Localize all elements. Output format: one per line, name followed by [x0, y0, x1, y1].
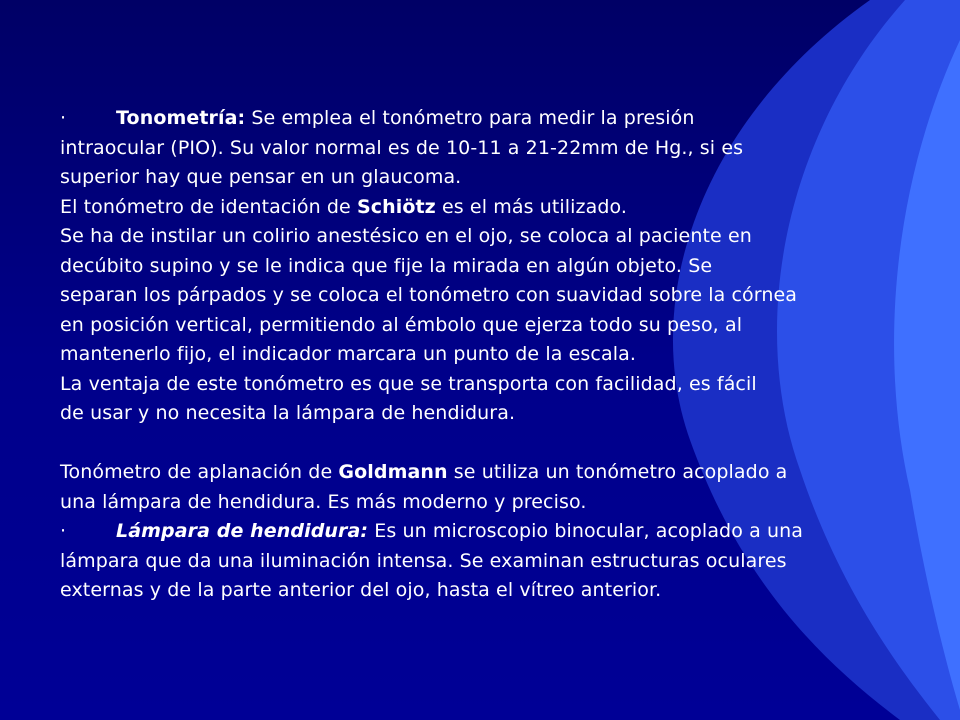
schiotz-text-after: es el más utilizado.: [435, 195, 628, 218]
lampara-line-2: lámpara que da una iluminación intensa. Se examinan estructuras oculares: [60, 549, 787, 572]
paragraph-gap: [60, 429, 910, 459]
tonometria-line-3: superior hay que pensar en un glaucoma.: [60, 166, 462, 188]
lampara-text: Es un microscopio binocular, acoplado a una: [368, 520, 803, 542]
procedure-line-5: mantenerlo fijo, el indicador marcara un punto de la escala.: [60, 343, 636, 365]
lampara-heading: Lámpara de hendidura:: [116, 520, 369, 542]
bullet: ·: [60, 107, 67, 129]
procedure-line-2: decúbito supino y se le indica que fije la mirada en algún objeto. Se: [60, 254, 713, 277]
lampara-line-1: [60, 517, 910, 547]
procedure-line-4: en posición vertical, permitiendo al émbolo que ejerza todo su peso, al: [60, 313, 743, 336]
tonometria-heading: Tonometría:: [116, 107, 246, 129]
tonometria-text: Se emplea el tonómetro para medir la presión: [245, 107, 695, 129]
advantage-line-2: de usar y no necesita la lámpara de hendidura.: [60, 402, 516, 424]
lampara-line-3: externas y de la parte anterior del ojo, hasta el vítreo anterior.: [60, 579, 662, 601]
goldmann-line-1: [60, 458, 910, 488]
goldmann-text-after: se utiliza un tonómetro acoplado a: [447, 461, 788, 483]
slide-body: [60, 104, 910, 606]
schiotz-line: [60, 193, 910, 223]
schiotz-text-before: El tonómetro de identación de: [60, 195, 357, 218]
procedure-line-3: separan los párpados y se coloca el tonómetro con suavidad sobre la córnea: [60, 284, 798, 306]
goldmann-line-2: una lámpara de hendidura. Es más moderno y preciso.: [60, 490, 587, 513]
schiotz-name: Schiötz: [356, 195, 436, 218]
goldmann-text-before: Tonómetro de aplanación de: [60, 461, 339, 483]
bullet: ·: [60, 520, 67, 542]
tonometria-line-2: intraocular (PIO). Su valor normal es de 10-11 a 21-22mm de Hg., si es: [60, 136, 744, 159]
tonometria-line-1: [60, 104, 910, 134]
goldmann-name: Goldmann: [338, 461, 448, 483]
procedure-line-1: Se ha de instilar un colirio anestésico en el ojo, se coloca al paciente en: [60, 225, 752, 247]
advantage-line-1: La ventaja de este tonómetro es que se transporta con facilidad, es fácil: [60, 372, 757, 395]
